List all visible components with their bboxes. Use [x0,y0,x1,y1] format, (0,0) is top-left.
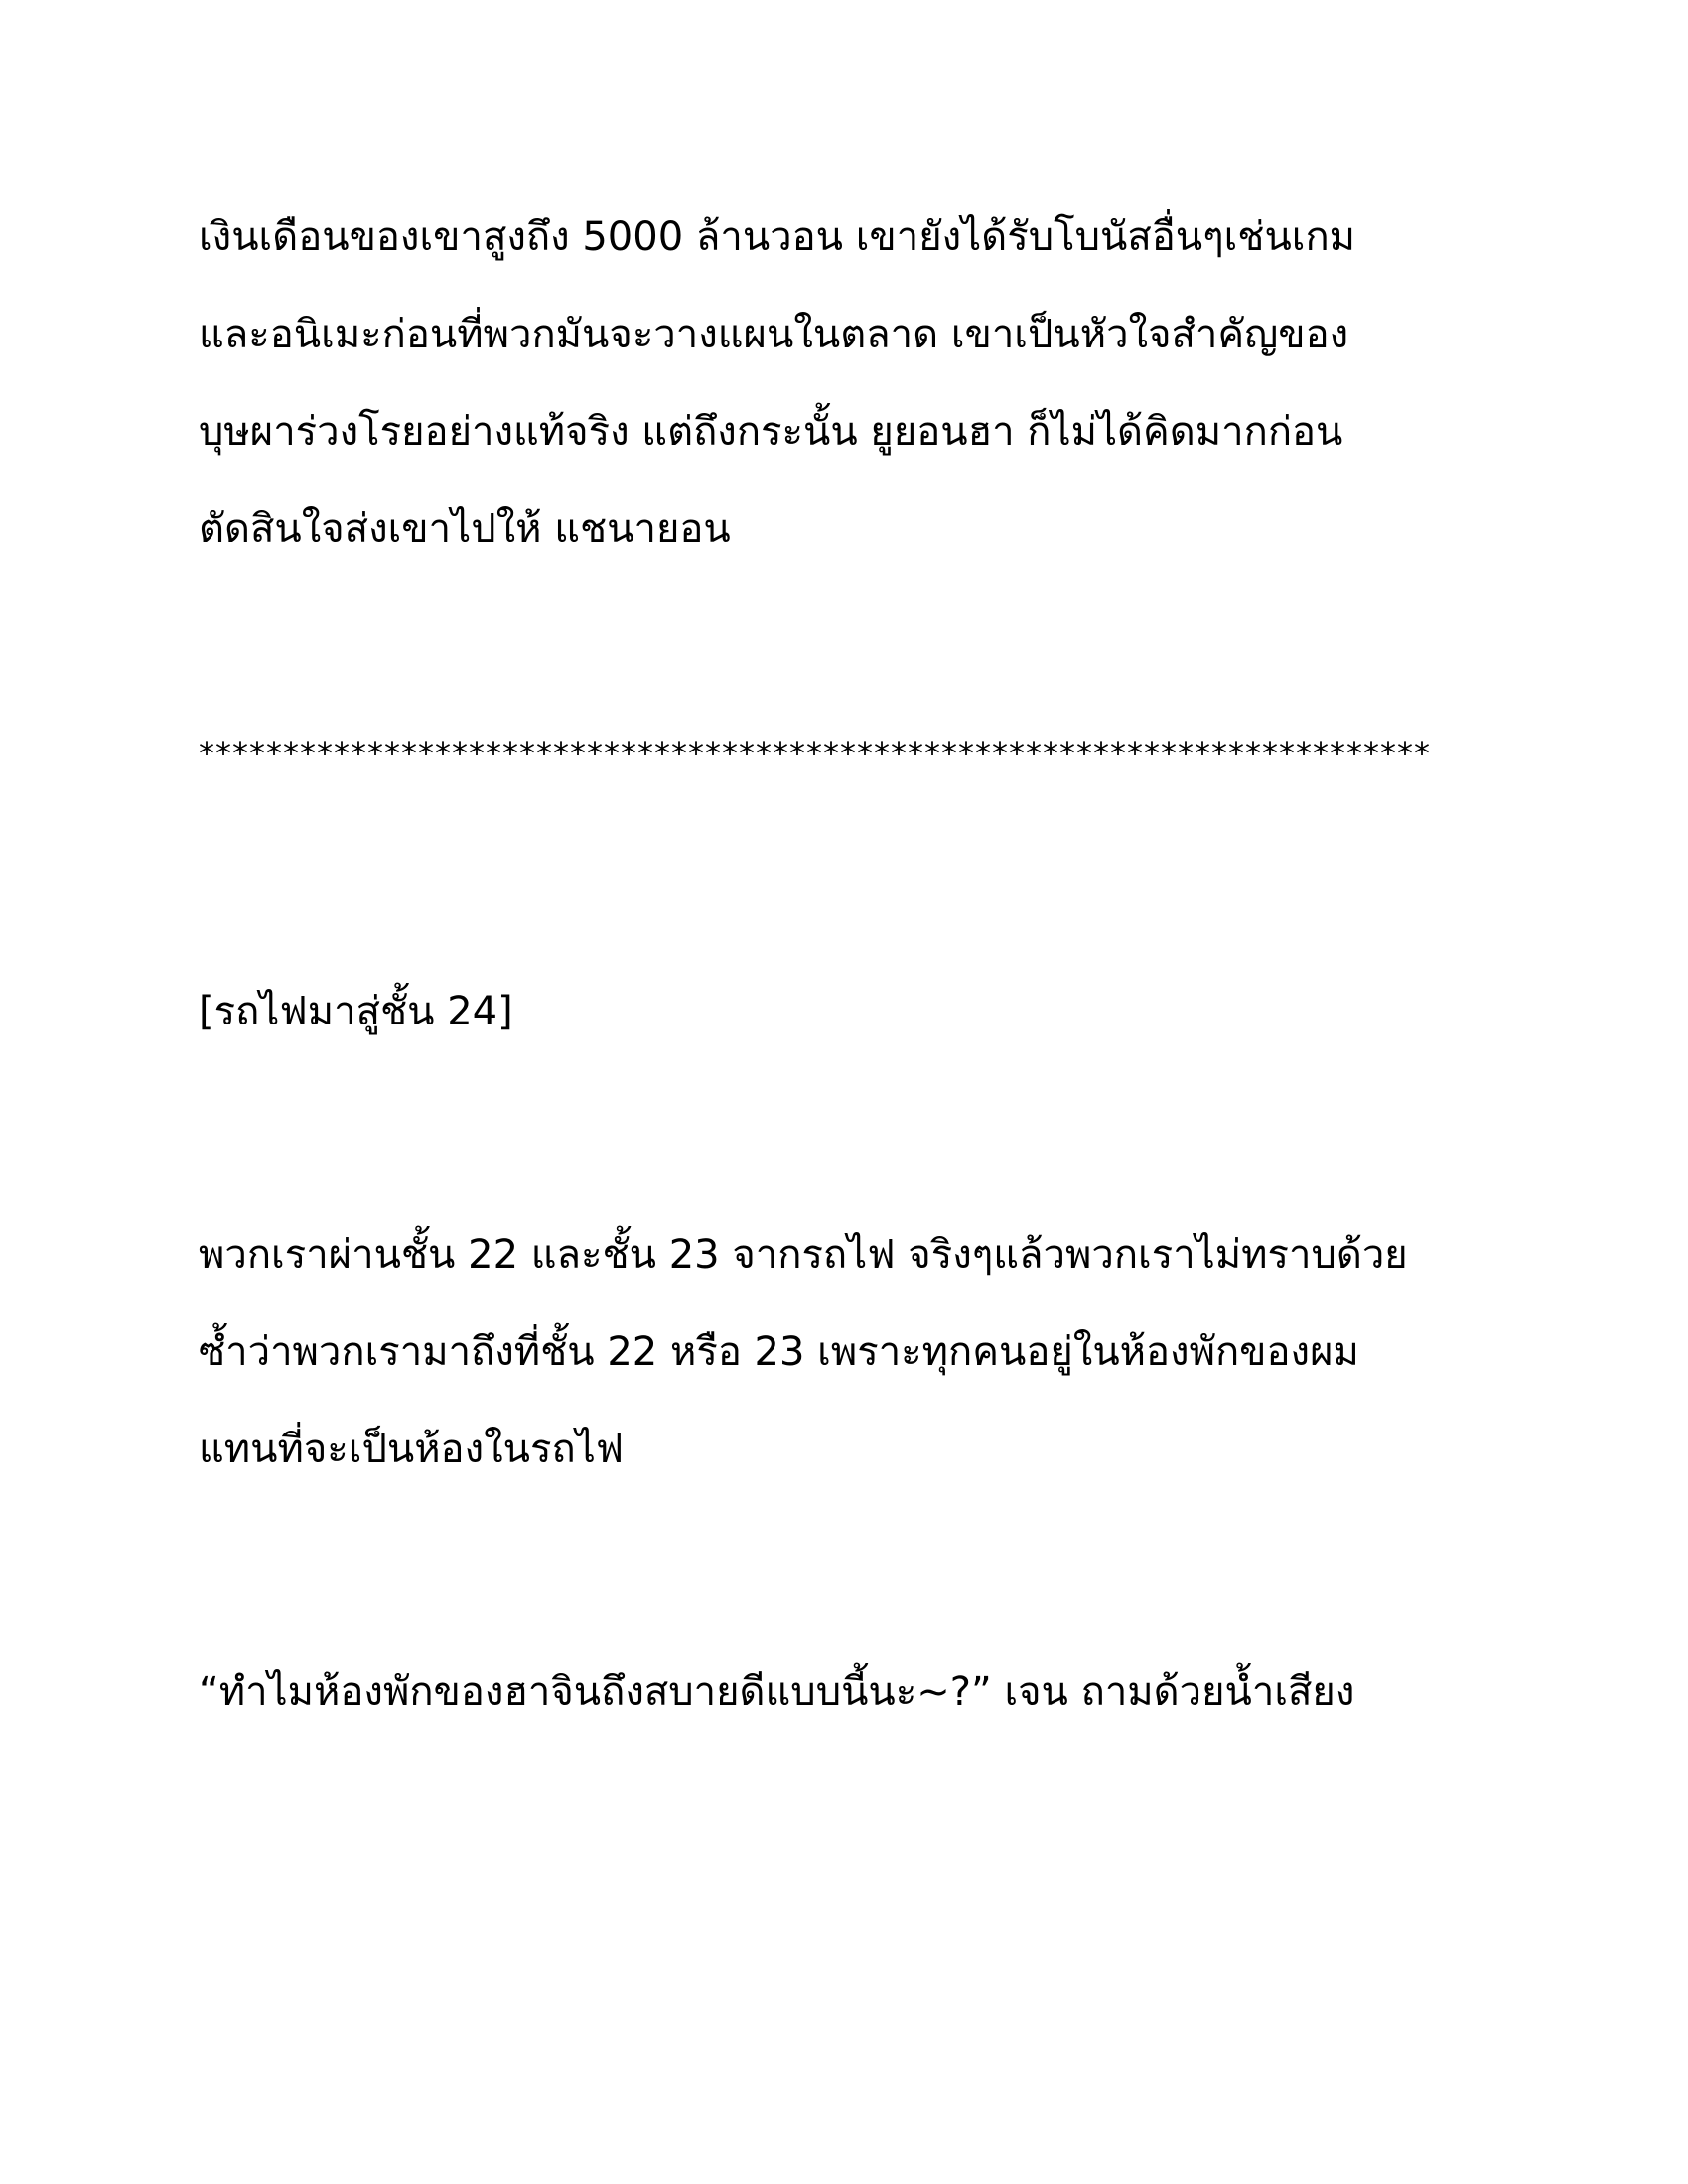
paragraph-train-floor [199,963,513,1060]
paragraph-passing-floors [199,1206,1408,1498]
text-line: ซ้ำว่าพวกเรามาถึงที่ชั้น 22 หรือ 23 เพราะทุกคนอยู่ในห้องพักของผม [199,1329,1359,1375]
text-line: เงินเดือนของเขาสูงถึง 5000 ล้านวอน เขายังได้รับโบนัสอื่นๆเช่นเกม [199,214,1356,260]
text-line: และอนิเมะก่อนที่พวกมันจะวางแผนในตลาด เขาเป็นหัวใจสำคัญของ [199,312,1349,357]
section-separator: ************************************************************************* [199,735,1431,772]
text-line: [รถไฟมาสู่ชั้น 24] [199,989,513,1034]
text-line: ตัดสินใจส่งเขาไปให้ แชนายอน [199,506,731,552]
text-line: “ทำไมห้องพักของฮาจินถึงสบายดีแบบนี้นะ~?” เจน ถามด้วยน้ำเสียง [199,1669,1355,1714]
paragraph-salary [199,189,1355,578]
paragraph-dialogue [199,1643,1354,1740]
text-line: แทนที่จะเป็นห้องในรถไฟ [199,1427,625,1472]
text-line: พวกเราผ่านชั้น 22 และชั้น 23 จากรถไฟ จริงๆแล้วพวกเราไม่ทราบด้วย [199,1232,1408,1278]
text-line: บุษผาร่วงโรยอย่างแท้จริง แต่ถึงกระนั้น ยูยอนฮา ก็ไม่ได้คิดมากก่อน [199,409,1343,455]
